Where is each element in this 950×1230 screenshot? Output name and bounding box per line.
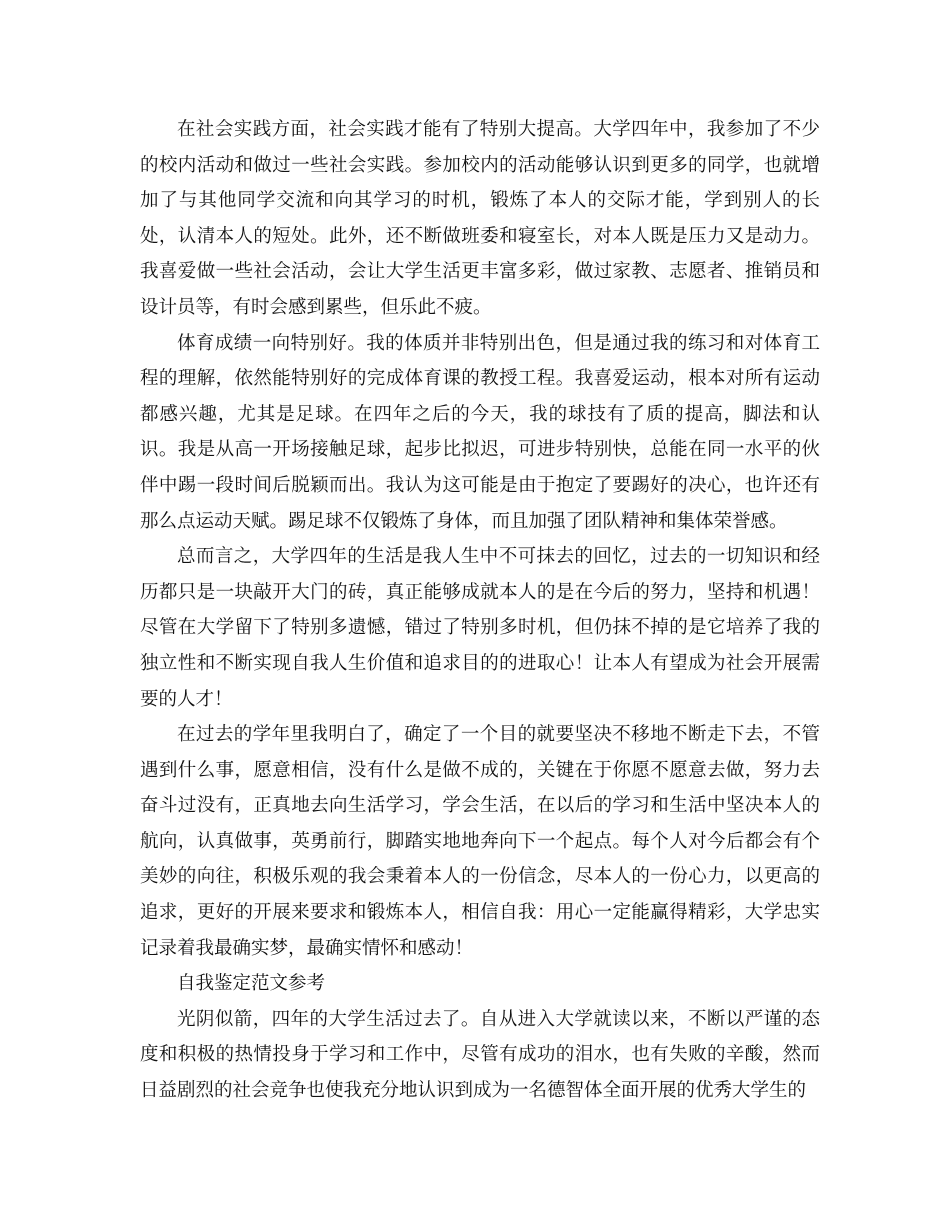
document-body (140, 112, 820, 1109)
paragraph-social-practice: 在社会实践方面，社会实践才能有了特别大提高。大学四年中，我参加了不少的校内活动和做过一些社会实践。参加校内的活动能够认识到更多的同学，也就增加了与其他同学交流和向其学习的时机，锻炼了本人的交际才能，学到别人的长处，认清本人的短处。此外，还不断做班委和寝室长，对本人既是压力又是动力。我喜爱做一些社会活动，会让大学生活更丰富多彩，做过家教、志愿者、推销员和设计员等，有时会感到累些，但乐此不疲。 (140, 119, 820, 318)
paragraph-time-flies: 光阴似箭，四年的大学生活过去了。自从进入大学就读以来，不断以严谨的态度和积极的热情投身于学习和工作中，尽管有成功的泪水，也有失败的辛酸，然而日益剧烈的社会竞争也使我充分地认识到成为一名德智体全面开展的优秀大学生的 (140, 1008, 820, 1102)
paragraph-sports: 体育成绩一向特别好。我的体质并非特别出色，但是通过我的练习和对体育工程的理解，依然能特别好的完成体育课的教授工程。我喜爱运动，根本对所有运动都感兴趣，尤其是足球。在四年之后的今天，我的球技有了质的提高，脚法和认识。我是从高一开场接触足球，起步比拟迟，可进步特别快，总能在同一水平的伙伴中踢一段时间后脱颖而出。我认为这可能是由于抱定了要踢好的决心，也许还有那么点运动天赋。踢足球不仅锻炼了身体，而且加强了团队精神和集体荣誉感。 (140, 332, 820, 532)
section-heading: 自我鉴定范文参考 (177, 973, 326, 995)
paragraph-past-year: 在过去的学年里我明白了，确定了一个目的就要坚决不移地不断走下去，不管遇到什么事，愿意相信，没有什么是做不成的，关键在于你愿不愿意去做，努力去奋斗过没有，正真地去向生活学习，学会生活，在以后的学习和生活中坚决本人的航向，认真做事，英勇前行，脚踏实地地奔向下一个起点。每个人对今后都会有个美妙的向往，积极乐观的我会秉着本人的一份信念，尽本人的一份心力，以更高的追求，更好的开展来要求和锻炼本人，相信自我：用心一定能赢得精彩，大学忠实记录着我最确实梦，最确实情怀和感动！ (140, 724, 820, 959)
paragraph-summary: 总而言之，大学四年的生活是我人生中不可抹去的回忆，过去的一切知识和经历都只是一块敲开大门的砖，真正能够成就本人的是在今后的努力，坚持和机遇！尽管在大学留下了特别多遗憾，错过了特别多时机，但仍抹不掉的是它培养了我的独立性和不断实现自我人生价值和追求目的的进取心！让本人有望成为社会开展需要的人才！ (140, 546, 820, 710)
